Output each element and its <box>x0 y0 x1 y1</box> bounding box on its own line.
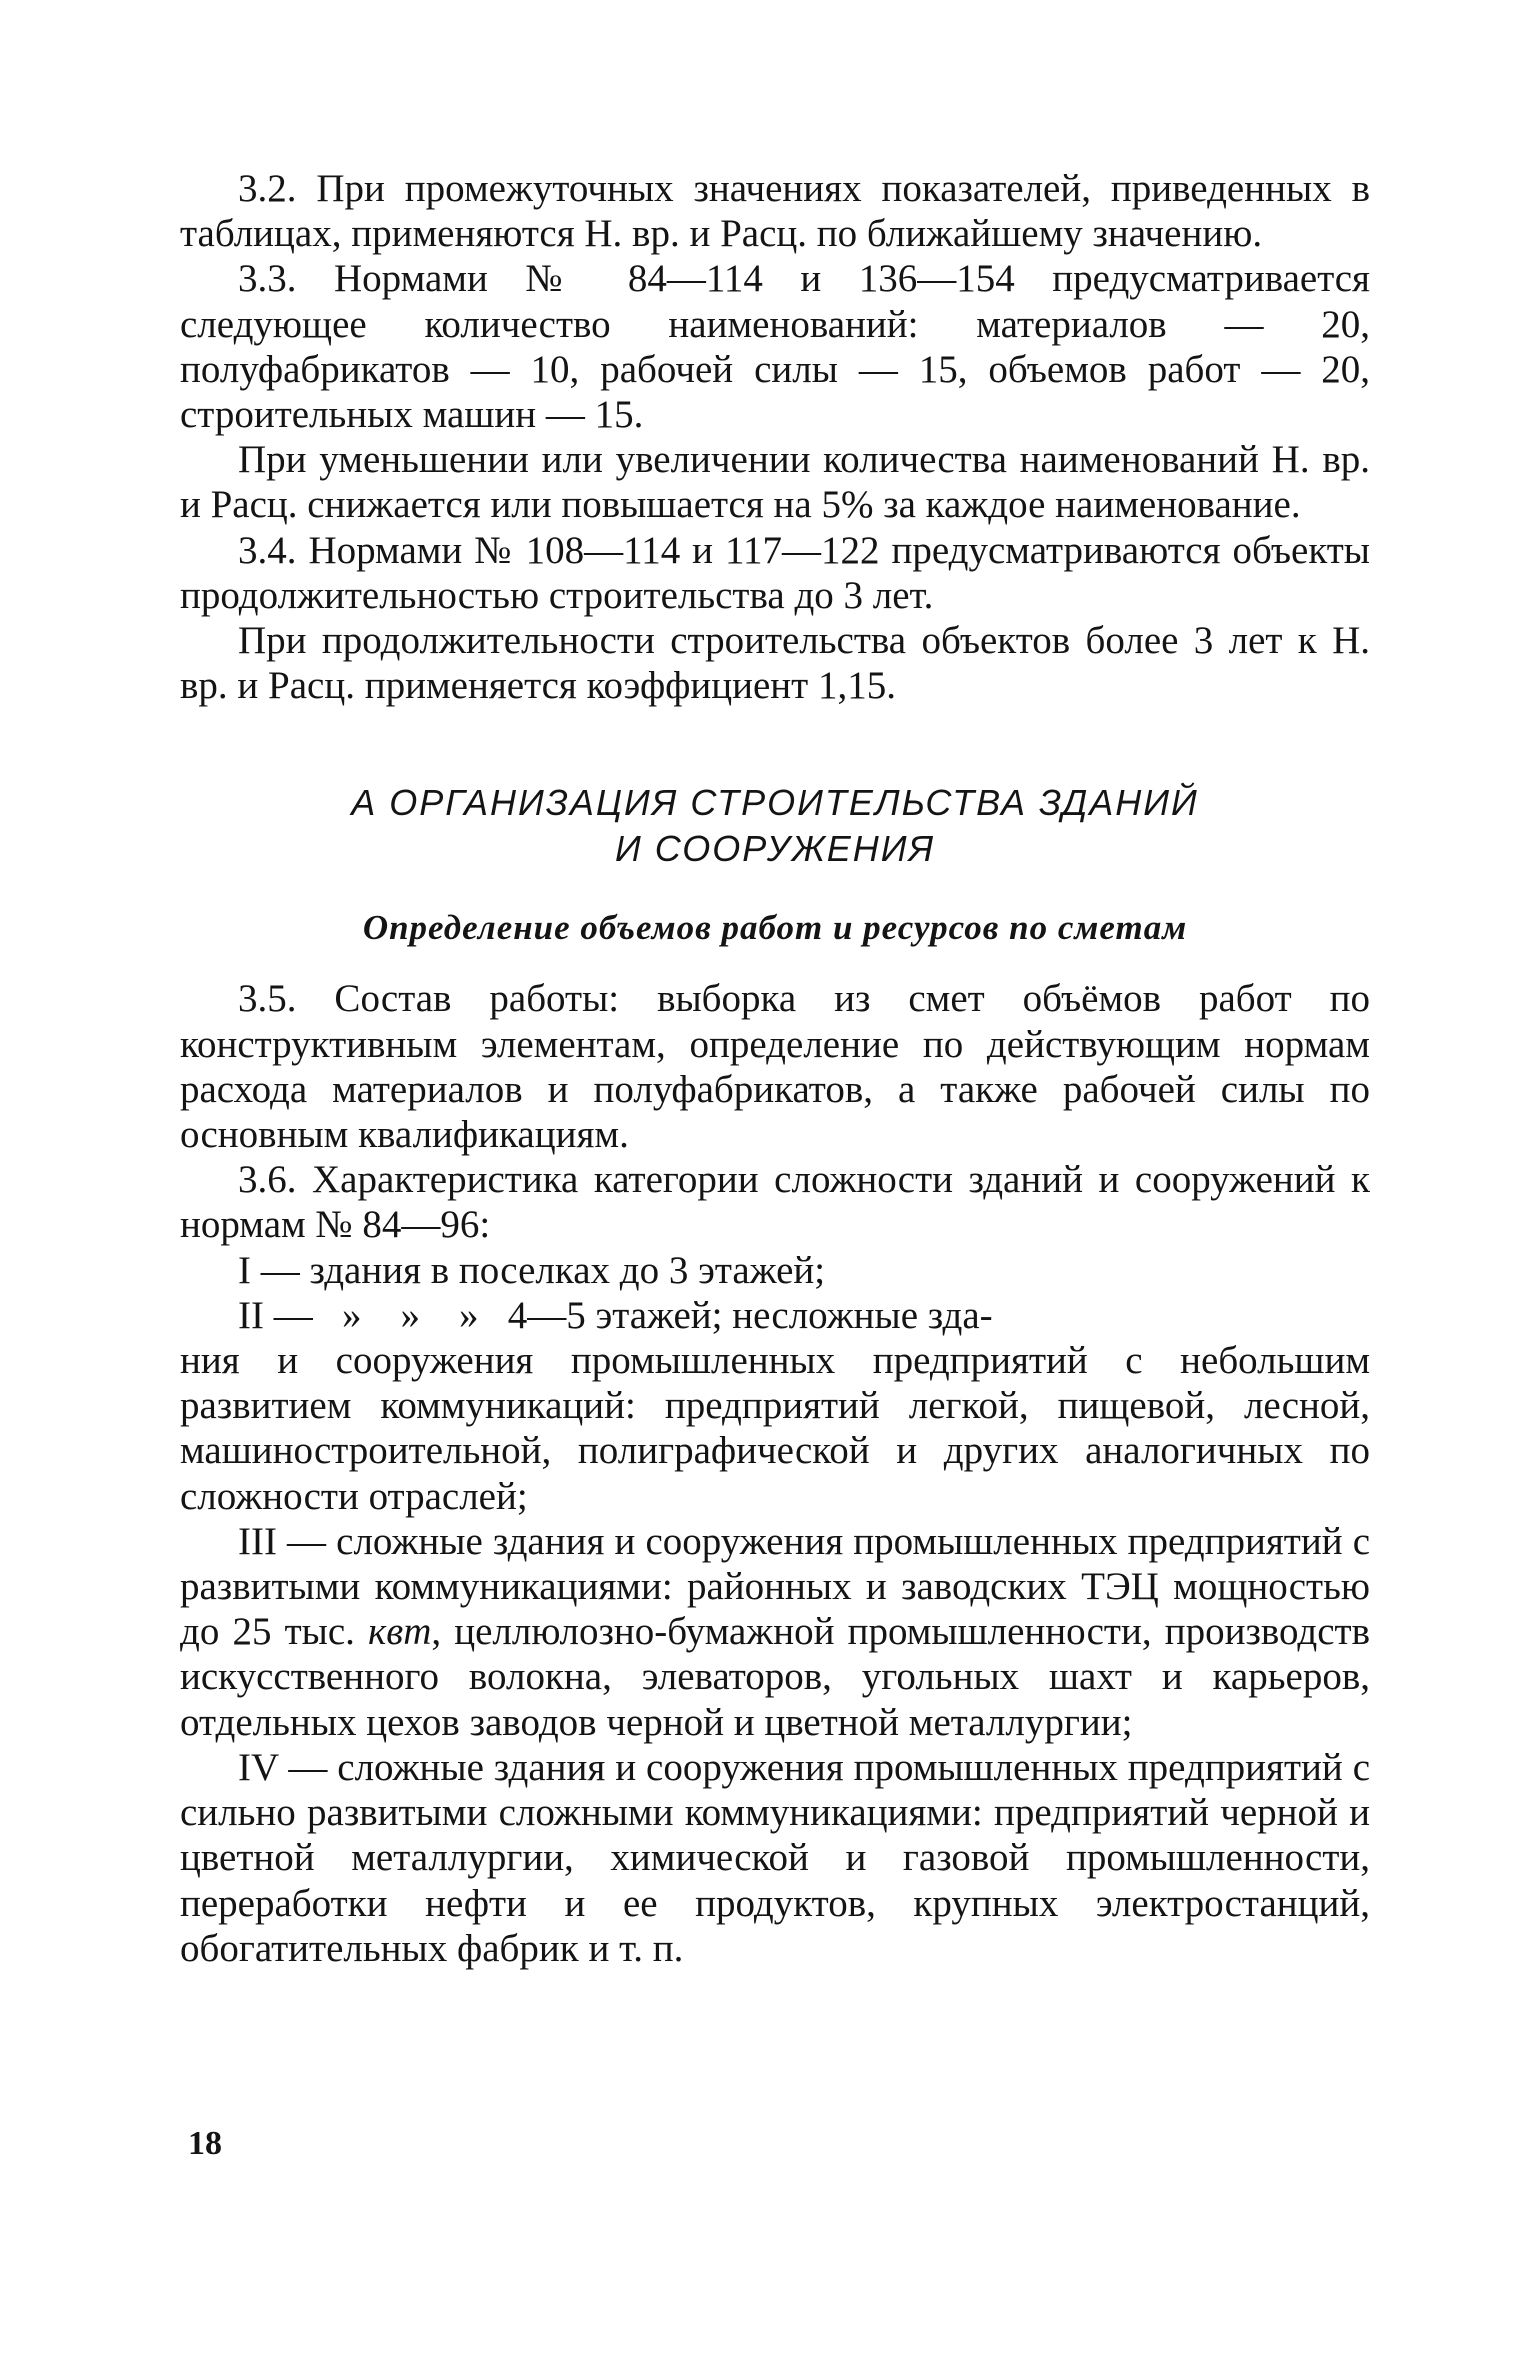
paragraph-3-4: 3.4. Нормами № 108—114 и 117—122 предусматриваются объекты продолжительностью строительства до 3 лет. <box>180 528 1370 617</box>
page-number: 18 <box>188 2125 222 2162</box>
category-3 <box>180 1519 1370 1745</box>
section-title <box>180 780 1370 872</box>
paragraph-3-2: 3.2. При промежуточных значениях показателей, приведенных в таблицах, применяются Н. вр. и Расц. по ближайшему значению. <box>180 167 1370 256</box>
category-2-lead: II — » » » 4—5 этажей; несложные зда- <box>238 1293 993 1337</box>
section-title-line-1: А ОРГАНИЗАЦИЯ СТРОИТЕЛЬСТВА ЗДАНИЙ <box>351 782 1199 824</box>
paragraph-3-3: 3.3. Нормами № 84—114 и 136—154 предусматривается следующее количество наименований: материалов — 20, полуфабрикатов — 10, рабочей силы — 15, объемов работ — 20, строительных машин — 15. <box>180 257 1370 437</box>
section-title-line-2: И СООРУЖЕНИЯ <box>614 828 936 870</box>
category-3-unit: квт <box>368 1610 432 1654</box>
category-2-rest: ния и сооружения промышленных предприятий с небольшим развитием коммуникаций: предприятий легкой, пищевой, лесной, машиностроительной, полиграфической и других аналогичных по сложности отраслей; <box>180 1339 1370 1518</box>
paragraph-3-3-note: При уменьшении или увеличении количества наименований Н. вр. и Расц. снижается или повышается на 5% за каждое наименование. <box>180 438 1370 527</box>
paragraph-3-4-note: При продолжительности строительства объектов более 3 лет к Н. вр. и Расц. применяется коэффициент 1,15. <box>180 619 1370 708</box>
paragraph-3-6: 3.6. Характеристика категории сложности зданий и сооружений к нормам № 84—96: <box>180 1158 1370 1247</box>
category-4: IV — сложные здания и сооружения промышленных предприятий с сильно развитыми сложными коммуникациями: предприятий черной и цветной металлургии, химической и газовой промышленности, переработки нефти и ее продуктов, крупных электростанций, обогатительных фабрик и т. п. <box>180 1745 1370 1970</box>
paragraph-3-5: 3.5. Состав работы: выборка из смет объёмов работ по конструктивным элементам, определение по действующим нормам расхода материалов и полуфабрикатов, а также рабочей силы по основным квалификациям. <box>180 977 1370 1157</box>
category-3-text-a: III — сложные здания и сооружения промышленных предприятий с развитыми коммуникациями: районных и заводских ТЭЦ мощностью до 25 тыс. <box>180 1519 1370 1654</box>
section-subtitle: Определение объемов работ и ресурсов по сметам <box>362 908 1188 948</box>
category-1: I — здания в поселках до 3 этажей; <box>238 1248 826 1292</box>
category-3-text-b: , целлюлозно-бумажной промышленности, производств искусственного волокна, элеваторов, угольных шахт и карьеров, отдельных цехов заводов черной и цветной металлургии; <box>180 1610 1370 1744</box>
document-page <box>180 166 1370 2286</box>
